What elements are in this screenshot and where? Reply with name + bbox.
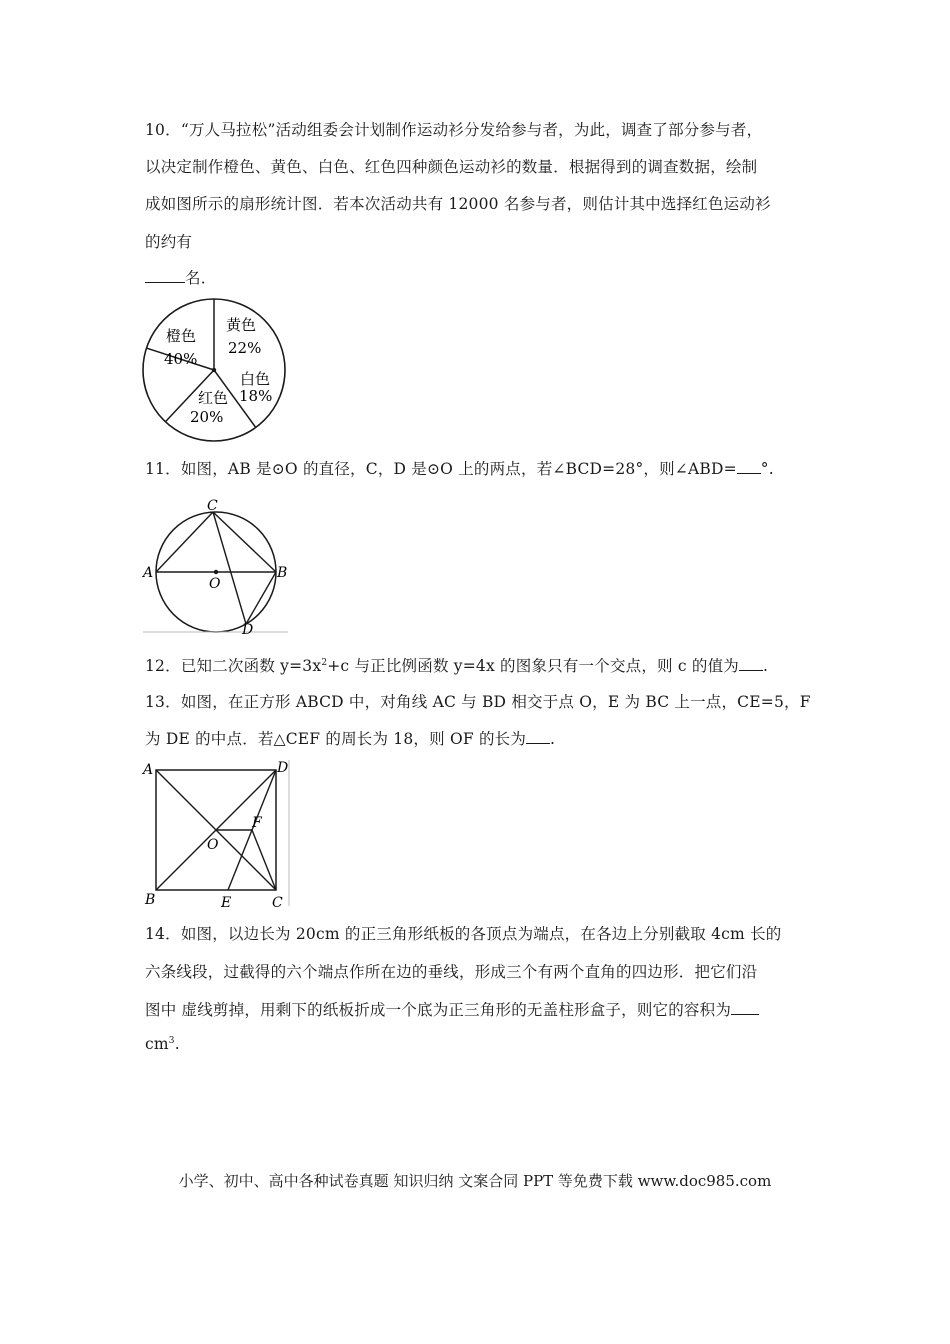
q10-line-4: 的约有 <box>145 233 193 251</box>
label-f: F <box>252 815 262 831</box>
q13-line-2-after: . <box>550 730 556 748</box>
pie-chart <box>140 296 292 446</box>
segment-fc <box>252 830 276 890</box>
q14-period: . <box>174 1035 180 1053</box>
q10-line-5 <box>145 266 216 288</box>
q10-line-1: 10．“万人马拉松”活动组委会计划制作运动衫分发给参与者，为此，调查了部分参与者， <box>145 121 763 139</box>
label-o: O <box>209 576 221 592</box>
slice-label-yellow: 黄色 <box>226 316 257 334</box>
slice-value-orange: 40% <box>164 350 198 368</box>
label-c: C <box>272 895 283 911</box>
label-o: O <box>207 837 219 853</box>
q14-line-4 <box>145 1035 180 1053</box>
answer-blank <box>145 268 185 283</box>
square-diagram <box>143 760 291 911</box>
q12-text-a: 12．已知二次函数 y=3x <box>145 657 322 675</box>
q11-text-before: 11．如图，AB 是⊙O 的直径，C，D 是⊙O 上的两点，若∠BCD=28°，则∠ABD= <box>145 460 737 478</box>
answer-blank <box>731 1000 759 1015</box>
center-point <box>214 570 218 574</box>
label-e: E <box>221 895 232 911</box>
slice-label-red: 红色 <box>198 389 229 407</box>
q14-unit-sup: 3 <box>168 1036 175 1046</box>
label-c: C <box>207 498 218 514</box>
q10-line-2: 以决定制作橙色、黄色、白色、红色四种颜色运动衫的数量．根据得到的调查数据，绘制 <box>145 158 758 176</box>
slice-value-red: 20% <box>190 408 224 426</box>
q14-line-3-text: 图中 虚线剪掉，用剩下的纸板折成一个底为正三角形的无盖柱形盒子，则它的容积为 <box>145 1001 732 1019</box>
segment-cd <box>213 512 246 624</box>
label-d: D <box>242 622 254 638</box>
slice-label-orange: 橙色 <box>166 327 197 345</box>
q11-text-after: °. <box>760 460 774 478</box>
q11-text <box>145 457 774 479</box>
label-b: B <box>277 565 288 581</box>
label-a: A <box>143 565 154 581</box>
q12-text <box>145 654 768 676</box>
q13-line-2-before: 为 DE 的中点．若△CEF 的周长为 18，则 OF 的长为 <box>145 730 527 748</box>
pie-center <box>212 368 216 372</box>
q12-text-after: . <box>762 657 769 675</box>
q10-line-5-suffix: 名． <box>185 269 217 287</box>
circle-diagram <box>143 496 288 636</box>
q14-line-3 <box>145 998 759 1020</box>
label-a: A <box>143 762 154 778</box>
q13-line-1: 13．如图，在正方形 ABCD 中，对角线 AC 与 BD 相交于点 O，E 为 BC 上一点，CE=5，F <box>145 693 811 711</box>
answer-blank <box>526 729 550 744</box>
answer-blank <box>737 459 761 474</box>
label-d: D <box>277 760 289 776</box>
slice-value-white: 18% <box>239 387 273 405</box>
page-footer: 小学、初中、高中各种试卷真题 知识归纳 文案合同 PPT 等免费下载 www.doc985.com <box>178 1172 772 1190</box>
q14-unit: cm <box>145 1035 169 1053</box>
answer-blank <box>739 656 763 671</box>
q12-text-b: +c 与正比例函数 y=4x 的图象只有一个交点，则 c 的值为 <box>327 657 739 675</box>
q12-sup: 2 <box>321 658 328 668</box>
q10-line-3: 成如图所示的扇形统计图．若本次活动共有 12000 名参与者，则估计其中选择红色运动衫 <box>145 195 771 213</box>
q14-line-1: 14．如图，以边长为 20cm 的正三角形纸板的各顶点为端点，在各边上分别截取 4cm 长的 <box>145 925 782 943</box>
slice-label-white: 白色 <box>240 370 271 388</box>
segment-bd <box>246 572 276 624</box>
q13-line-2 <box>145 727 555 749</box>
label-b: B <box>145 892 156 908</box>
q14-line-2: 六条线段，过截得的六个端点作所在边的垂线，形成三个有两个直角的四边形．把它们沿 <box>145 963 758 981</box>
slice-value-yellow: 22% <box>228 339 262 357</box>
